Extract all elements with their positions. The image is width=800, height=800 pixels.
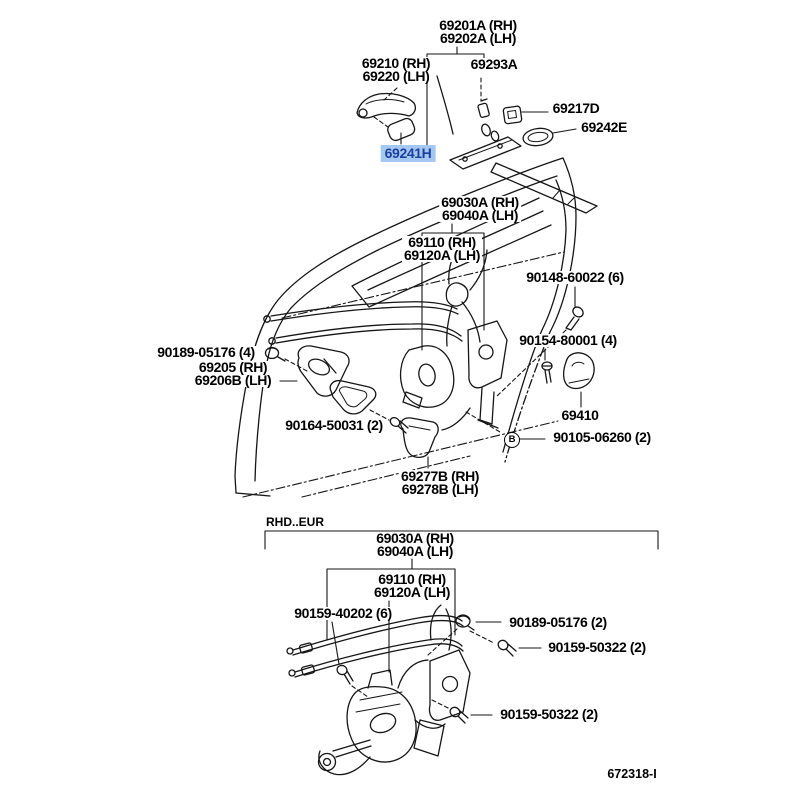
part-label-90154[interactable]: 90154-80001 (4) bbox=[519, 332, 617, 348]
part-number: 69220 (LH) bbox=[362, 68, 430, 84]
lock-cables-top bbox=[264, 302, 462, 344]
lock-cables-rhd bbox=[287, 616, 463, 677]
part-number: 69120A (LH) bbox=[404, 247, 480, 263]
part-label-69410[interactable]: 69410 bbox=[561, 407, 599, 423]
part-number: 69206B (LH) bbox=[194, 372, 272, 388]
part-label-90159c[interactable]: 90159-50322 (2) bbox=[500, 706, 598, 722]
part-number: 69202A (LH) bbox=[440, 30, 516, 46]
part-label-90159b[interactable]: 90159-50322 (2) bbox=[548, 639, 646, 655]
part-label-90105[interactable]: 90105-06260 (2) bbox=[553, 429, 651, 445]
lock-assembly-rhd bbox=[319, 605, 471, 775]
part-label-90164[interactable]: 90164-50031 (2) bbox=[285, 417, 383, 433]
part-label-wedge[interactable] bbox=[399, 470, 481, 496]
small-parts-top bbox=[478, 99, 554, 148]
part-label-69241h-selected[interactable]: 69241H bbox=[381, 145, 436, 162]
door-outline bbox=[235, 158, 597, 497]
part-number: 69030A (RH) bbox=[441, 194, 519, 210]
part-label-outside-handle[interactable] bbox=[360, 57, 432, 83]
part-label-90159a[interactable]: 90159-40202 (6) bbox=[294, 605, 392, 621]
part-label-lock-assembly[interactable] bbox=[402, 236, 482, 262]
part-number: 69201A (RH) bbox=[439, 17, 517, 33]
part-label-door-frame[interactable] bbox=[437, 19, 519, 45]
door-frame-part bbox=[437, 76, 521, 169]
outside-handle-part bbox=[357, 93, 416, 142]
part-label-90148[interactable]: 90148-60022 (6) bbox=[526, 269, 624, 285]
part-label-lock-assembly-rhd[interactable] bbox=[372, 573, 452, 599]
part-number: 69210 (RH) bbox=[361, 55, 431, 71]
part-number: 69278B (LH) bbox=[401, 481, 479, 497]
striker-part bbox=[564, 353, 595, 389]
lock-assembly-top bbox=[401, 247, 507, 430]
part-label-90189-2[interactable]: 90189-05176 (2) bbox=[509, 614, 607, 630]
part-number: 69205 (RH) bbox=[198, 359, 268, 375]
part-label-inside-handle[interactable] bbox=[193, 361, 274, 387]
rhd-eur-caption: RHD..EUR bbox=[266, 515, 325, 529]
part-number: 69040A (LH) bbox=[377, 543, 453, 559]
part-label-door-glass[interactable] bbox=[439, 196, 521, 222]
part-label-69242e[interactable]: 69242E bbox=[581, 119, 627, 135]
part-label-69217d[interactable]: 69217D bbox=[552, 100, 600, 116]
part-number: 69110 (RH) bbox=[408, 234, 476, 250]
circled-b-symbol: B bbox=[504, 432, 520, 448]
part-label-90189-4[interactable]: 90189-05176 (4) bbox=[157, 344, 255, 360]
part-label-69293a[interactable]: 69293A bbox=[470, 56, 518, 72]
part-number: 69030A (RH) bbox=[376, 530, 454, 546]
part-label-door-glass-rhd[interactable] bbox=[374, 532, 456, 558]
inside-handle-part bbox=[298, 346, 376, 414]
part-number: 69120A (LH) bbox=[374, 584, 450, 600]
part-number: 69110 (RH) bbox=[378, 571, 446, 587]
part-number: 69040A (LH) bbox=[442, 207, 518, 223]
diagram-code: 672318-I bbox=[607, 767, 657, 781]
part-number: 69277B (RH) bbox=[400, 468, 480, 484]
